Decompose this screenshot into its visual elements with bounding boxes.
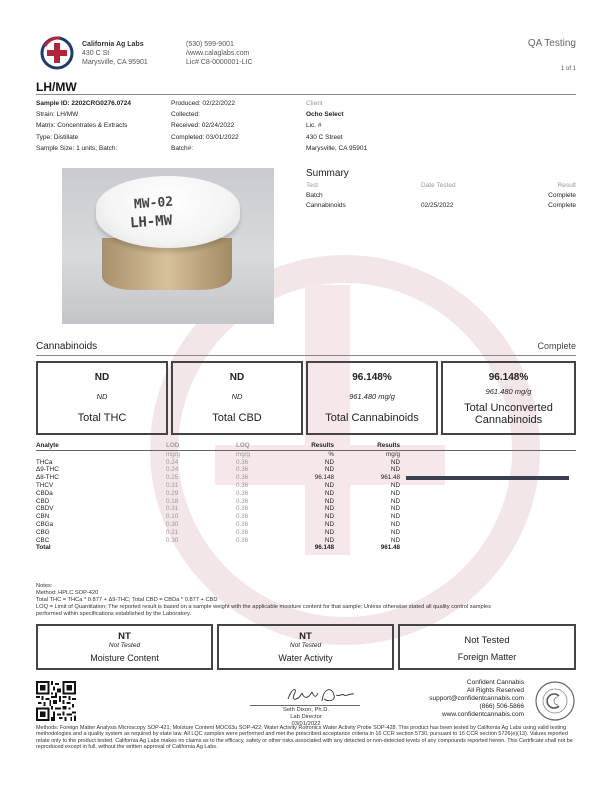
total-pct: 96.148	[314, 544, 334, 552]
analyte-result-pct: ND	[324, 505, 334, 513]
analyte-loq: 0.36	[236, 474, 249, 482]
box-subvalue: ND	[96, 392, 108, 401]
table-row	[36, 482, 576, 490]
signatory-name: Seth Dixon, Ph.D.	[282, 707, 330, 713]
lab-logo-icon	[40, 36, 74, 70]
box-label: Total THC	[77, 412, 127, 424]
result-bar-cell	[400, 466, 576, 474]
analyte-loq: 0.36	[236, 520, 249, 528]
cannabinoids-status: Complete	[537, 341, 576, 351]
table-unit-row	[36, 450, 576, 458]
client-address: 430 C Street	[306, 133, 343, 141]
methods-disclaimer: Methods: Foreign Matter Analysis Microscopy SOP-421; Moisture Content MOC63u SOP-422; Water Activity Rotronics Water Activity Probe SOP-428. This product has been tested by California Ag Labs using valid testing methodologies and a quality system as required by state law. All LQC samples were performed and met the prescribed acceptance criteria in 16 CCR section 5730, pursuant to 16 CCR section 5726(e)(13). Values reported relate only to the product tested. California Ag Labs makes no claims as to the efficacy, safety or other risks associated with any detected or non-detected levels of any compounds reported herein. This Certificate shall not be reproduced except in full, without the written approval of California Ag Labs.	[36, 725, 573, 750]
analyte-result-mg: 961.48	[380, 474, 400, 482]
analyte-loq: 0.36	[236, 466, 249, 474]
lab-info	[82, 40, 148, 67]
analyte-lod: 0.29	[166, 489, 179, 497]
box-subvalue: 961.480 mg/g	[485, 387, 532, 396]
product-photo	[62, 168, 274, 324]
analyte-name: THCV	[36, 481, 54, 489]
analyte-lod: 0.30	[166, 520, 179, 528]
qa-label: QA Testing	[527, 38, 576, 49]
analyte-result-mg: ND	[390, 481, 400, 489]
unit-lod: mg/g	[166, 450, 180, 458]
confident-cannabis-info	[396, 679, 524, 719]
jar-label-line2: LH-MW	[129, 212, 173, 232]
result-bar-cell	[400, 474, 576, 482]
summary-col-result: Result	[557, 182, 576, 189]
result-bar	[406, 476, 569, 480]
sample-info-col1	[36, 98, 131, 154]
summary-col-date: Date Tested	[421, 182, 456, 189]
analyte-lod: 0.25	[166, 474, 179, 482]
sample-id: Sample ID: 2202CRG0276.0724	[36, 100, 132, 107]
result-bar-cell	[400, 513, 576, 521]
notes-loq: LOQ = Limit of Quantitation; The reported result is based on a sample weight with the applicable moisture content for that sample; Unless otherwise stated all quality control samples	[36, 604, 491, 610]
table-header-row	[36, 442, 576, 450]
analyte-loq: 0.36	[236, 497, 249, 505]
sample-type: Type: Distillate	[36, 133, 79, 141]
table-row	[36, 474, 576, 482]
col-analyte: Analyte	[36, 442, 166, 450]
summary-header-row	[306, 181, 576, 191]
lab-address: 430 C St	[82, 50, 110, 57]
analyte-lod: 0.21	[166, 528, 179, 536]
summary-heading: Summary	[306, 168, 349, 179]
analyte-table	[36, 442, 576, 552]
analyte-result-pct: ND	[324, 489, 334, 497]
analyte-result-mg: ND	[390, 513, 400, 521]
title-divider	[36, 94, 576, 95]
analyte-result-mg: ND	[390, 466, 400, 474]
batch-number: Batch#:	[171, 144, 194, 152]
lab-contact	[186, 40, 253, 67]
totals-boxes	[36, 361, 576, 435]
page-number: 1 of 1	[560, 66, 576, 72]
cc-name: Confident Cannabis	[466, 679, 524, 686]
analyte-result-mg: ND	[390, 505, 400, 513]
col-loq: LOQ	[236, 442, 286, 450]
box-subvalue: 961.480 mg/g	[349, 392, 395, 401]
analyte-result-mg: ND	[390, 458, 400, 466]
client-label: Client	[306, 100, 323, 107]
notes	[36, 583, 576, 618]
confident-cannabis-seal-icon	[534, 680, 576, 722]
analyte-lod: 0.24	[166, 458, 179, 466]
analyte-result-mg: ND	[390, 528, 400, 536]
page-title: LH/MW	[36, 80, 77, 94]
completed-date: Completed: 03/01/2022	[171, 133, 239, 141]
table-row	[36, 466, 576, 474]
analyte-name: CBDa	[36, 489, 53, 497]
strain: Strain: LH/MW	[36, 111, 79, 119]
analyte-loq: 0.36	[236, 536, 249, 544]
foreign-matter-box	[398, 624, 576, 670]
result-bar-cell	[400, 482, 576, 490]
sample-info-col2	[171, 98, 239, 154]
analyte-result-pct: ND	[324, 520, 334, 528]
lab-website[interactable]: /www.calaglabs.com	[186, 50, 250, 57]
table-row	[36, 459, 576, 467]
lab-phone: (530) 599-9001	[186, 41, 234, 48]
analyte-lod: 0.30	[166, 536, 179, 544]
table-row	[36, 490, 576, 498]
qc-value: NT	[118, 631, 131, 642]
cc-phone: (866) 506-5866	[479, 703, 524, 711]
total-mg: 961.48	[380, 544, 400, 552]
qc-subvalue: Not Tested	[108, 642, 141, 649]
result-bar-cell	[400, 498, 576, 506]
analyte-result-pct: 96.148	[314, 474, 334, 482]
analyte-lod: 0.31	[166, 481, 179, 489]
cc-email[interactable]: support@confidentcannabis.com	[429, 695, 524, 703]
analyte-name: CBC	[36, 536, 50, 544]
signature-line	[250, 705, 360, 706]
notes-loq-cont: performed within specifications established by the Laboratory.	[36, 611, 192, 617]
analyte-name: Δ9-THC	[36, 466, 59, 474]
analyte-result-mg: ND	[390, 497, 400, 505]
jar-label-line1: MW-02	[133, 194, 174, 213]
analyte-result-pct: ND	[324, 497, 334, 505]
header	[36, 36, 576, 78]
director-signature	[282, 683, 362, 705]
analyte-result-mg: ND	[390, 520, 400, 528]
client-info	[306, 98, 367, 154]
notes-method: Method: HPLC SOP-420	[36, 590, 99, 596]
total-cannabinoids-box	[306, 361, 438, 435]
analyte-result-pct: ND	[324, 536, 334, 544]
produced-date: Produced: 02/22/2022	[171, 100, 235, 107]
sample-size: Sample Size: 1 units; Batch:	[36, 144, 118, 152]
analyte-loq: 0.36	[236, 505, 249, 513]
col-results-mg: Results	[334, 442, 400, 450]
result-bar-cell	[400, 490, 576, 498]
client-name: Ocho Select	[306, 111, 344, 119]
analyte-name: CBN	[36, 513, 50, 521]
box-label: Total Cannabinoids	[325, 412, 419, 424]
unit-results-mg: mg/g	[386, 450, 400, 458]
analyte-result-pct: ND	[324, 466, 334, 474]
notes-formula: Total THC = THCa * 0.877 + Δ9-THC; Total CBD = CBDa * 0.877 + CBD	[36, 597, 218, 603]
total-cbd-box	[171, 361, 303, 435]
cannabinoids-section-header	[36, 341, 576, 352]
analyte-result-mg: ND	[390, 536, 400, 544]
analyte-loq: 0.36	[236, 458, 249, 466]
signature-date: 03/01/2022	[291, 720, 321, 727]
table-row	[36, 529, 576, 537]
lab-city: Marysville, CA 95901	[82, 59, 148, 66]
col-results-pct: Results	[286, 442, 334, 450]
qc-subvalue: Not Tested	[289, 642, 322, 649]
analyte-name: THCa	[36, 458, 53, 466]
matrix: Matrix: Concentrates & Extracts	[36, 122, 128, 130]
client-city: Marysville, CA 95901	[306, 144, 368, 152]
box-label: Total Unconverted Cannabinoids	[464, 402, 553, 426]
box-subvalue: ND	[231, 392, 243, 401]
summary-test: Batch	[306, 192, 323, 199]
box-value: 96.148%	[352, 372, 392, 383]
analyte-loq: 0.36	[236, 481, 249, 489]
total-unconverted-box	[441, 361, 576, 435]
summary-col-test: Test	[306, 182, 318, 189]
unit-results-pct: %	[328, 450, 334, 458]
unit-loq: mg/g	[236, 450, 250, 458]
qc-value: NT	[299, 631, 312, 642]
analyte-result-pct: ND	[324, 528, 334, 536]
table-row	[36, 498, 576, 506]
summary-result: Complete	[548, 192, 576, 199]
analyte-name: CBG	[36, 528, 50, 536]
total-label: Total	[36, 544, 51, 552]
analyte-name: CBD	[36, 497, 50, 505]
result-bar-cell	[400, 537, 576, 545]
table-total-row	[36, 544, 576, 552]
analyte-result-pct: ND	[324, 458, 334, 466]
box-value: 96.148%	[488, 372, 529, 383]
box-value: ND	[94, 372, 110, 383]
box-label: Total CBD	[212, 412, 262, 424]
cc-rights: All Rights Reserved	[466, 687, 524, 695]
client-license: Lic. #	[306, 122, 322, 130]
analyte-name: Δ8-THC	[36, 474, 59, 482]
water-activity-box	[217, 624, 394, 670]
col-lod: LOD	[166, 442, 236, 450]
analyte-result-pct: ND	[324, 513, 334, 521]
analyte-name: CBGa	[36, 520, 54, 528]
summary-row	[306, 201, 576, 211]
moisture-content-box	[36, 624, 213, 670]
summary-row	[306, 191, 576, 201]
analyte-result-pct: ND	[324, 481, 334, 489]
analyte-result-mg: ND	[390, 489, 400, 497]
col-bar	[400, 442, 576, 450]
analyte-loq: 0.36	[236, 528, 249, 536]
summary-test: Cannabinoids	[306, 202, 346, 209]
section-divider	[36, 355, 576, 356]
lab-license: Lic# C8-0000001-LIC	[186, 59, 253, 66]
qc-value: Not Tested	[464, 635, 510, 646]
analyte-loq: 0.36	[236, 489, 249, 497]
cannabinoids-heading: Cannabinoids	[36, 341, 98, 352]
qc-label: Foreign Matter	[457, 652, 517, 662]
analyte-name: CBDV	[36, 505, 54, 513]
table-row	[36, 521, 576, 529]
result-bar-cell	[400, 521, 576, 529]
result-bar-cell	[400, 459, 576, 467]
box-value: ND	[229, 372, 245, 383]
summary-panel	[306, 168, 576, 211]
lab-name: California Ag Labs	[82, 41, 144, 48]
signatory-role: Lab Director	[290, 713, 322, 720]
analyte-lod: 0.18	[166, 497, 179, 505]
notes-heading: Notes:	[36, 583, 53, 589]
collected-date: Collected:	[171, 111, 200, 119]
analyte-loq: 0.36	[236, 513, 249, 521]
cc-website[interactable]: www.confidentcannabis.com	[441, 711, 524, 719]
result-bar-cell	[400, 505, 576, 513]
summary-result: Complete	[548, 202, 576, 209]
result-bar-cell	[400, 529, 576, 537]
analyte-lod: 0.10	[166, 513, 179, 521]
analyte-lod: 0.31	[166, 505, 179, 513]
qc-label: Moisture Content	[90, 653, 159, 663]
table-row	[36, 505, 576, 513]
qc-label: Water Activity	[278, 653, 333, 663]
table-row	[36, 537, 576, 545]
analyte-lod: 0.24	[166, 466, 179, 474]
table-row	[36, 513, 576, 521]
summary-date: 02/25/2022	[421, 202, 454, 209]
received-date: Received: 02/24/2022	[171, 122, 235, 130]
total-thc-box	[36, 361, 168, 435]
qr-code-icon[interactable]	[36, 681, 76, 721]
